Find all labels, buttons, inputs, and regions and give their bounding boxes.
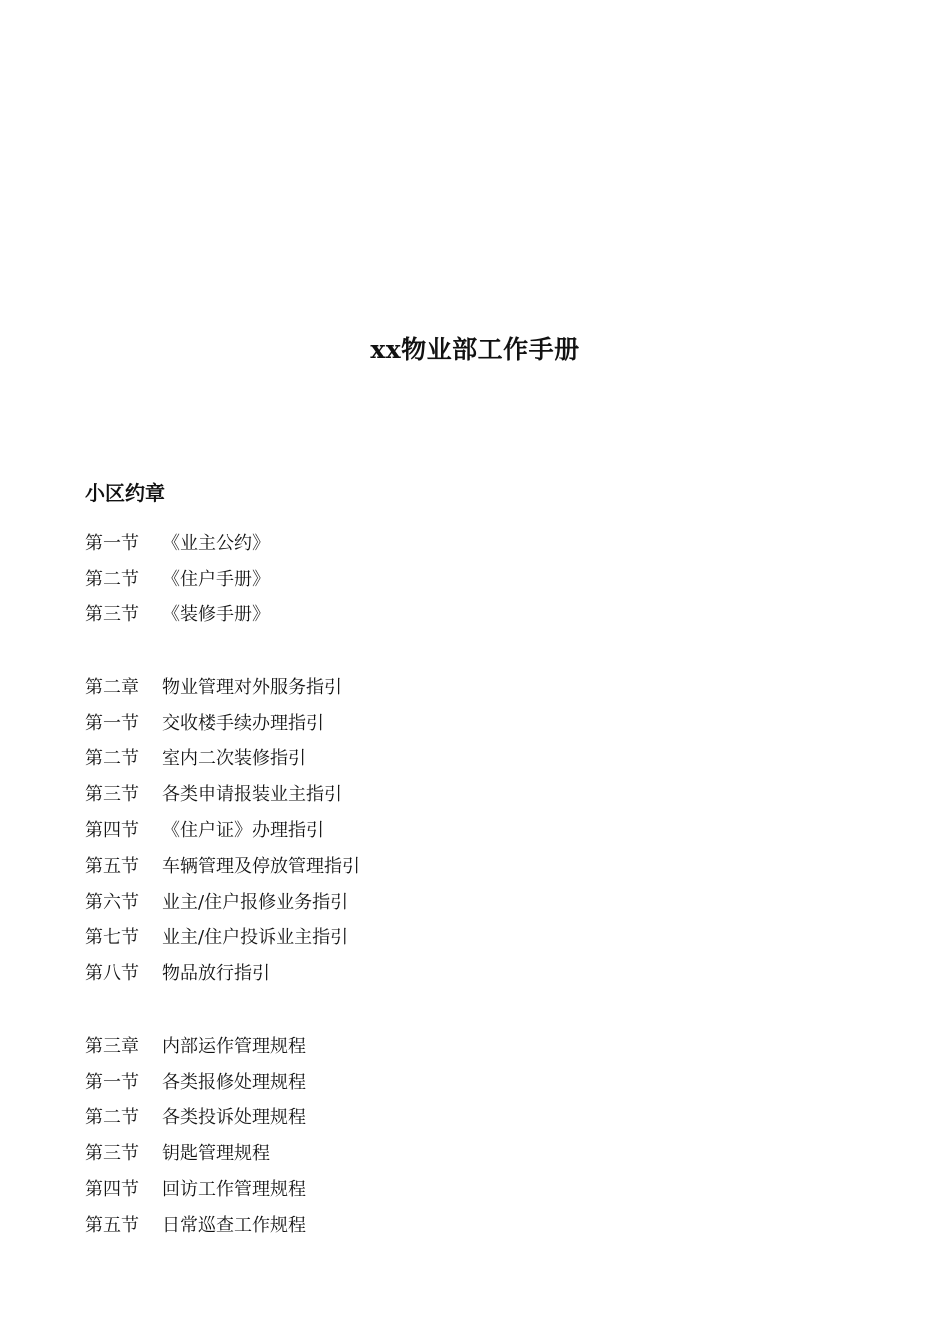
toc-group-chapter-3 <box>85 1027 306 1242</box>
toc-row <box>85 1099 306 1135</box>
toc-number: 第一节 <box>85 1071 139 1093</box>
toc-title: 《住户证》办理指引 <box>162 820 324 842</box>
toc-row <box>85 1063 306 1099</box>
toc-row <box>85 560 270 596</box>
toc-number: 第三节 <box>85 1143 139 1165</box>
toc-row <box>85 919 360 955</box>
toc-chapter-row <box>85 668 360 704</box>
toc-number: 第三节 <box>85 784 139 806</box>
toc-title: 业主/住户报修业务指引 <box>162 891 349 913</box>
toc-row <box>85 775 360 811</box>
toc-row <box>85 704 360 740</box>
toc-title: 回访工作管理规程 <box>162 1179 306 1201</box>
toc-number: 第四节 <box>85 1179 139 1201</box>
toc-row <box>85 1206 306 1242</box>
toc-number: 第四节 <box>85 820 139 842</box>
toc-row <box>85 954 360 990</box>
toc-title: 物业管理对外服务指引 <box>162 676 342 698</box>
toc-number: 第二章 <box>85 676 139 698</box>
toc-group-community-charter <box>85 524 270 631</box>
toc-row <box>85 1170 306 1206</box>
toc-number: 第二节 <box>85 568 139 590</box>
toc-number: 第三节 <box>85 604 139 626</box>
toc-number: 第二节 <box>85 1107 139 1129</box>
toc-chapter-row <box>85 1027 306 1063</box>
toc-title: 业主/住户投诉业主指引 <box>162 927 349 949</box>
toc-number: 第一节 <box>85 532 139 554</box>
toc-title: 日常巡查工作规程 <box>162 1214 306 1236</box>
toc-title: 各类投诉处理规程 <box>162 1107 306 1129</box>
toc-title: 交收楼手续办理指引 <box>162 712 324 734</box>
toc-number: 第七节 <box>85 927 139 949</box>
toc-number: 第三章 <box>85 1035 139 1057</box>
toc-row <box>85 883 360 919</box>
toc-title: 各类申请报装业主指引 <box>162 784 342 806</box>
toc-row <box>85 596 270 632</box>
toc-row <box>85 811 360 847</box>
page-title: xx物业部工作手册 <box>370 335 580 364</box>
toc-title: 《住户手册》 <box>162 568 270 590</box>
toc-title: 各类报修处理规程 <box>162 1071 306 1093</box>
toc-number: 第一节 <box>85 712 139 734</box>
toc-number: 第八节 <box>85 963 139 985</box>
toc-number: 第五节 <box>85 1214 139 1236</box>
toc-title: 《装修手册》 <box>162 604 270 626</box>
toc-number: 第二节 <box>85 748 139 770</box>
toc-row <box>85 847 360 883</box>
toc-number: 第五节 <box>85 855 139 877</box>
toc-title: 车辆管理及停放管理指引 <box>162 855 360 877</box>
toc-number: 第六节 <box>85 891 139 913</box>
section-heading: 小区约章 <box>85 481 165 505</box>
toc-title: 《业主公约》 <box>162 532 270 554</box>
toc-title: 钥匙管理规程 <box>162 1143 270 1165</box>
toc-title: 室内二次装修指引 <box>162 748 306 770</box>
toc-title: 物品放行指引 <box>162 963 270 985</box>
toc-title: 内部运作管理规程 <box>162 1035 306 1057</box>
toc-group-chapter-2 <box>85 668 360 990</box>
toc-row <box>85 524 270 560</box>
toc-row <box>85 1134 306 1170</box>
toc-row <box>85 740 360 776</box>
